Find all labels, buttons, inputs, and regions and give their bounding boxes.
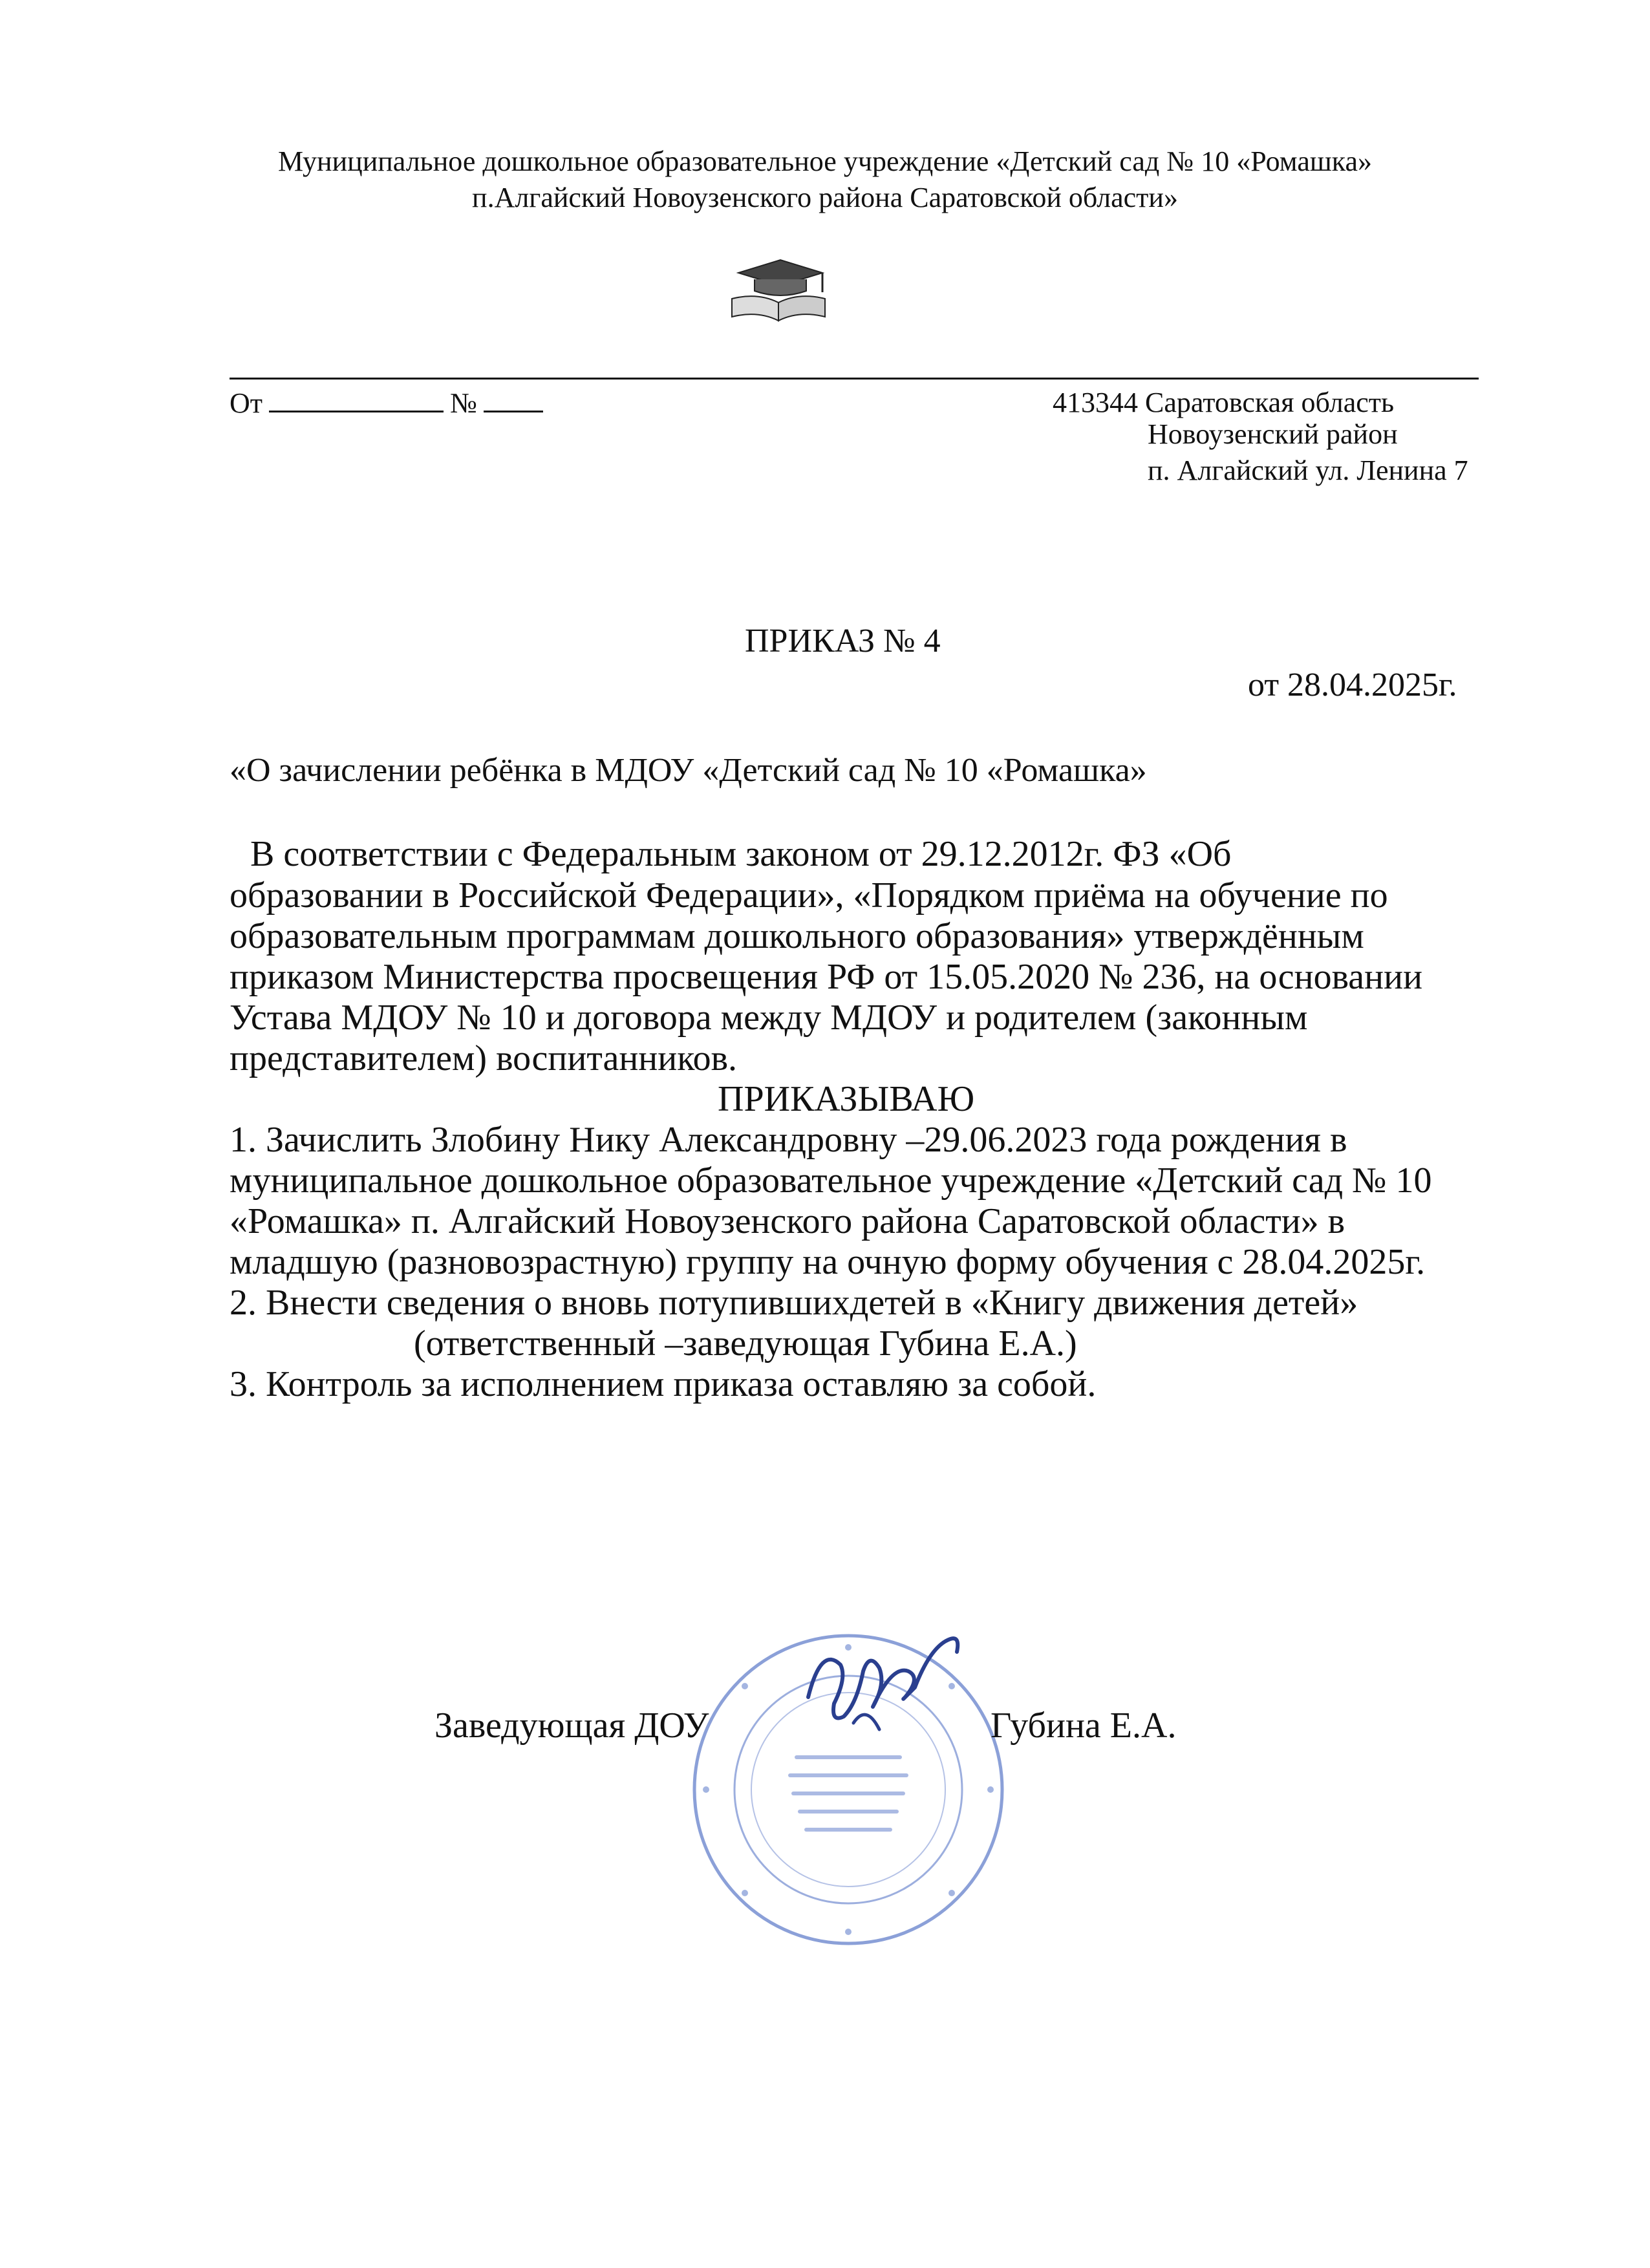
book-emblem-icon	[719, 253, 835, 325]
number-blank	[484, 385, 543, 412]
order-item-line: «Ромашка» п. Алгайский Новоузенского района Саратовской области» в	[230, 1201, 1345, 1241]
reference-line	[230, 385, 550, 422]
address-line-1: 413344 Саратовская область	[1053, 387, 1395, 418]
address-line-3: п. Алгайский ул. Ленина 7	[1148, 455, 1468, 486]
order-item-line: (ответственный –заведующая Губина Е.А.)	[414, 1323, 1077, 1364]
preamble-line: В соответствии с Федеральным законом от 29.12.2012г. ФЗ «Об	[250, 834, 1232, 874]
preamble-line: Устава МДОУ № 10 и договора между МДОУ и родителем (законным	[230, 998, 1308, 1038]
address-line-2: Новоузенский район	[1148, 418, 1398, 450]
order-item-line: 1. Зачислить Злобину Нику Александровну –29.06.2023 года рождения в	[230, 1120, 1347, 1160]
order-item-line: 3. Контроль за исполнением приказа оставляю за собой.	[230, 1364, 1097, 1404]
preamble-line: образовательным программам дошкольного образования» утверждённым	[230, 916, 1364, 956]
handwritten-signature	[795, 1626, 970, 1742]
date-blank	[269, 385, 444, 412]
header-rule	[230, 378, 1479, 380]
signatory-position: Заведующая ДОУ	[434, 1706, 709, 1746]
preamble-line: образовании в Российской Федерации», «Порядком приёма на обучение по	[230, 875, 1388, 915]
preamble-line: представителем) воспитанников.	[230, 1038, 738, 1078]
order-subject: «О зачислении ребёнка в МДОУ «Детский сад № 10 «Ромашка»	[230, 752, 1147, 789]
decree-word: ПРИКАЗЫВАЮ	[718, 1079, 975, 1119]
preamble-line: приказом Министерства просвещения РФ от 15.05.2020 № 236, на основании	[230, 957, 1423, 997]
order-date: от 28.04.2025г.	[1248, 667, 1457, 703]
order-item-line: младшую (разновозрастную) группу на очную форму обучения с 28.04.2025г.	[230, 1242, 1426, 1282]
order-item-line: 2. Внести сведения о вновь потупившихдетей в «Книгу движения детей»	[230, 1283, 1358, 1323]
order-title: ПРИКАЗ № 4	[745, 623, 941, 659]
org-name-line-2: п.Алгайский Новоузенского района Саратовской области»	[472, 182, 1178, 213]
order-item-line: муниципальное дошкольное образовательное учреждение «Детский сад № 10	[230, 1161, 1432, 1201]
number-label: №	[450, 387, 477, 419]
signatory-name: Губина Е.А.	[991, 1706, 1177, 1746]
org-name-line-1: Муниципальное дошкольное образовательное учреждение «Детский сад № 10 «Ромашка»	[278, 145, 1372, 177]
from-label: От	[230, 387, 263, 419]
